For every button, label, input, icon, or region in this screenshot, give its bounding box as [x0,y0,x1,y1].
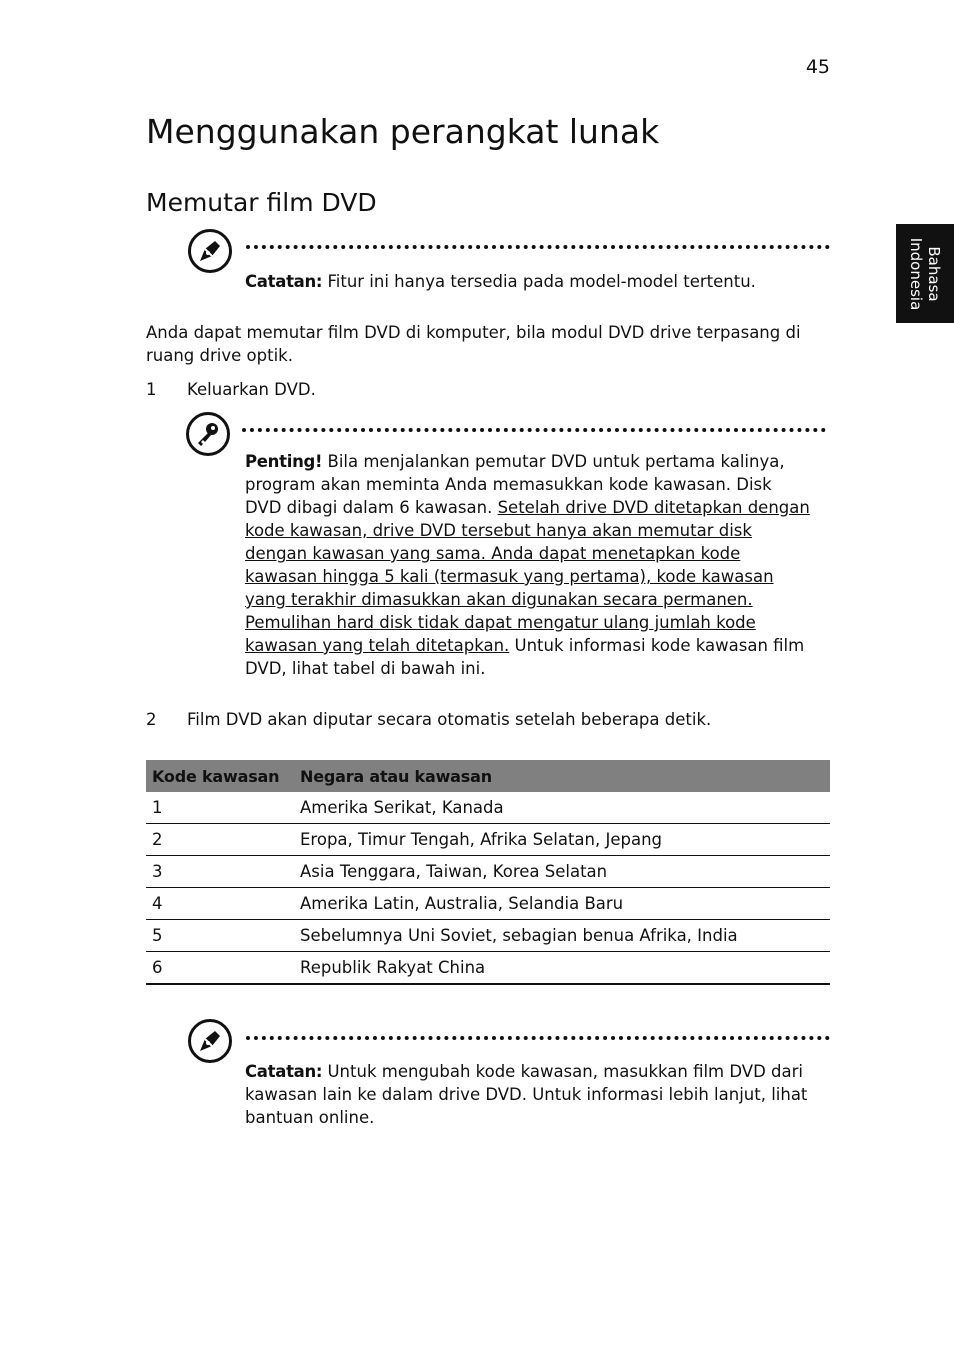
important-label: Penting! [245,452,323,471]
region-name: Amerika Serikat, Kanada [294,792,830,824]
note-text: Untuk mengubah kode kawasan, masukkan film DVD dari kawasan lain ke dalam drive DVD. Untuk informasi lebih lanjut, lihat bantuan online. [245,1062,808,1127]
region-code: 6 [146,952,294,985]
language-tab-label: Bahasa Indonesia [907,237,943,310]
note-label: Catatan: [245,1062,323,1081]
step-2-text: Film DVD akan diputar secara otomatis setelah beberapa detik. [187,710,712,729]
table-row [146,792,830,824]
key-icon [193,419,223,449]
page-number: 45 [805,56,830,78]
region-name: Asia Tenggara, Taiwan, Korea Selatan [294,856,830,888]
region-code: 5 [146,920,294,952]
important-divider [242,428,826,432]
pen-note-icon [195,1026,225,1056]
important-icon [186,412,230,456]
pen-note-icon [195,236,225,266]
column-header-region: Negara atau kawasan [294,760,830,792]
note-1 [245,270,830,293]
region-code: 4 [146,888,294,920]
table-row [146,920,830,952]
table-row [146,856,830,888]
region-code: 2 [146,824,294,856]
region-name: Republik Rakyat China [294,952,830,985]
region-name: Eropa, Timur Tengah, Afrika Selatan, Jepang [294,824,830,856]
note-divider-2 [246,1036,830,1040]
language-tab [896,224,954,323]
table-row [146,824,830,856]
important-underlined: Setelah drive DVD ditetapkan dengan kode kawasan, drive DVD tersebut hanya akan memutar disk dengan kawasan yang sama. Anda dapat menetapkan kode kawasan hingga 5 kali (termasuk yang pertama), kode kawasan yang terakhir dimasukkan akan digunakan secara permanen. Pemulihan hard disk tidak dapat mengatur ulang jumlah kode kawasan yang telah ditetapkan. [245,498,810,655]
table-row [146,952,830,985]
region-name: Amerika Latin, Australia, Selandia Baru [294,888,830,920]
table-header-row [146,760,830,792]
region-code-table [146,760,830,985]
region-code: 1 [146,792,294,824]
note-text: Fitur ini hanya tersedia pada model-model tertentu. [322,272,756,291]
important-text-before: Bila menjalankan pemutar DVD untuk pertama kalinya, program akan meminta Anda memasukkan kode kawasan. Disk DVD dibagi dalam 6 kawasan. [245,452,785,517]
section-title: Memutar film DVD [146,188,377,217]
note-divider [246,245,830,249]
note-label: Catatan: [245,272,323,291]
intro-paragraph: Anda dapat memutar film DVD di komputer, bila modul DVD drive terpasang di ruang drive optik. [146,323,801,365]
column-header-code: Kode kawasan [146,760,294,792]
important-note [245,450,810,680]
note-icon-2 [188,1019,232,1063]
step-1-text: Keluarkan DVD. [187,380,316,399]
note-icon [188,229,232,273]
page-title: Menggunakan perangkat lunak [146,112,660,151]
note-2 [245,1060,810,1129]
step-2-number: 2 [146,710,157,729]
table-row [146,888,830,920]
important-text-after: Untuk informasi kode kawasan film DVD, lihat tabel di bawah ini. [245,636,805,678]
step-1-number: 1 [146,380,157,399]
region-code: 3 [146,856,294,888]
region-name: Sebelumnya Uni Soviet, sebagian benua Afrika, India [294,920,830,952]
